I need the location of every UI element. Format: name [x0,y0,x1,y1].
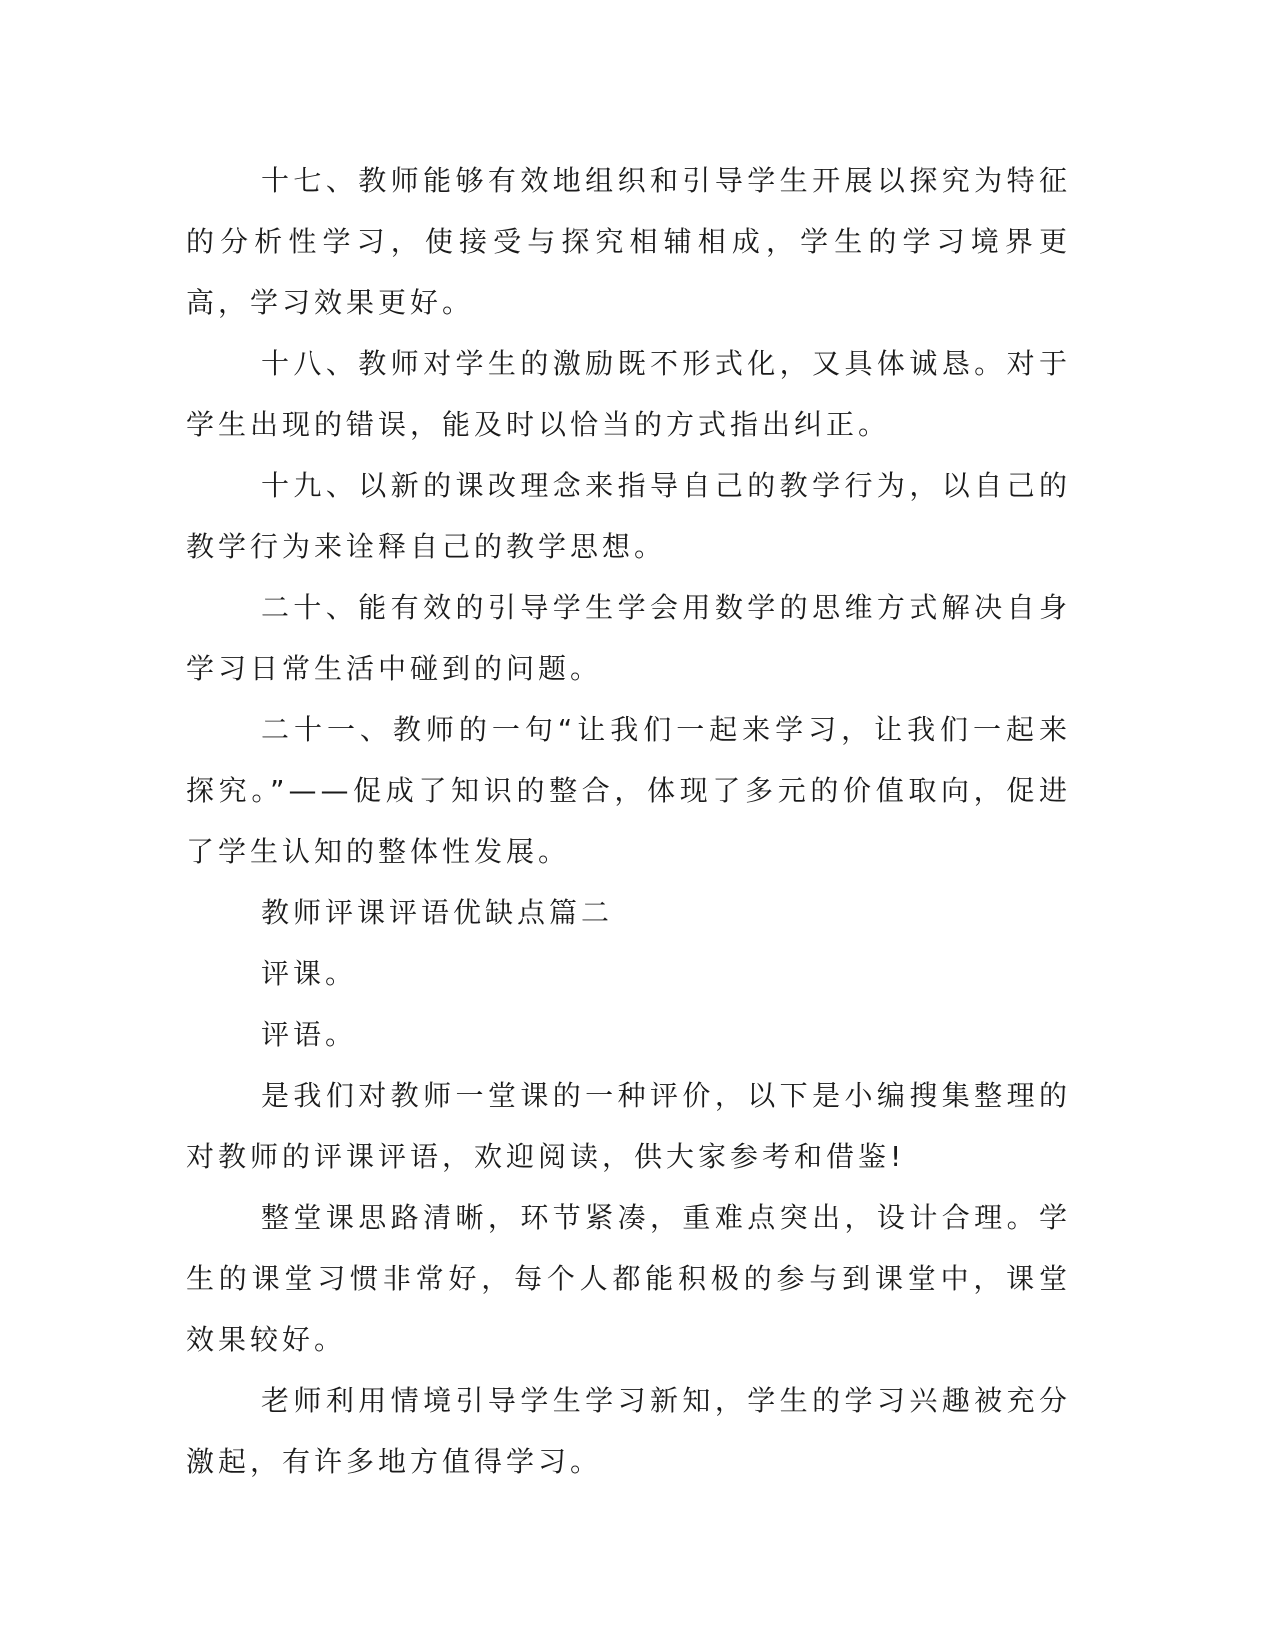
paragraph-20-math-thinking: 二十、能有效的引导学生学会用数学的思维方式解决自身学习日常生活中碰到的问题。 [186,591,1071,685]
paragraph-21-learn-together: 二十一、教师的一句“让我们一起来学习，让我们一起来探究。”——促成了知识的整合，体现了多元的价值取向，促进了学生认知的整体性发展。 [186,713,1071,868]
paragraph-comment-2: 老师利用情境引导学生学习新知，学生的学习兴趣被充分激起，有许多地方值得学习。 [186,1384,1071,1478]
paragraph-pingyu: 评语。 [261,1018,358,1051]
section-heading-part-two: 教师评课评语优缺点篇二 [261,896,614,929]
paragraph-19-reform-concept: 十九、以新的课改理念来指导自己的教学行为，以自己的教学行为来诠释自己的教学思想。 [186,469,1071,563]
paragraph-introduction: 是我们对教师一堂课的一种评价，以下是小编搜集整理的对教师的评课评语，欢迎阅读，供大家参考和借鉴! [186,1079,1071,1173]
paragraph-18-encouragement: 十八、教师对学生的激励既不形式化，又具体诚恳。对于学生出现的错误，能及时以恰当的方式指出纠正。 [186,347,1071,441]
paragraph-pingke: 评课。 [261,957,358,990]
paragraph-comment-1: 整堂课思路清晰，环节紧凑，重难点突出，设计合理。学生的课堂习惯非常好，每个人都能积极的参与到课堂中，课堂效果较好。 [186,1201,1071,1356]
document-body [186,150,1071,1492]
paragraph-17-inquiry-learning: 十七、教师能够有效地组织和引导学生开展以探究为特征的分析性学习，使接受与探究相辅相成，学生的学习境界更高，学习效果更好。 [186,164,1071,319]
